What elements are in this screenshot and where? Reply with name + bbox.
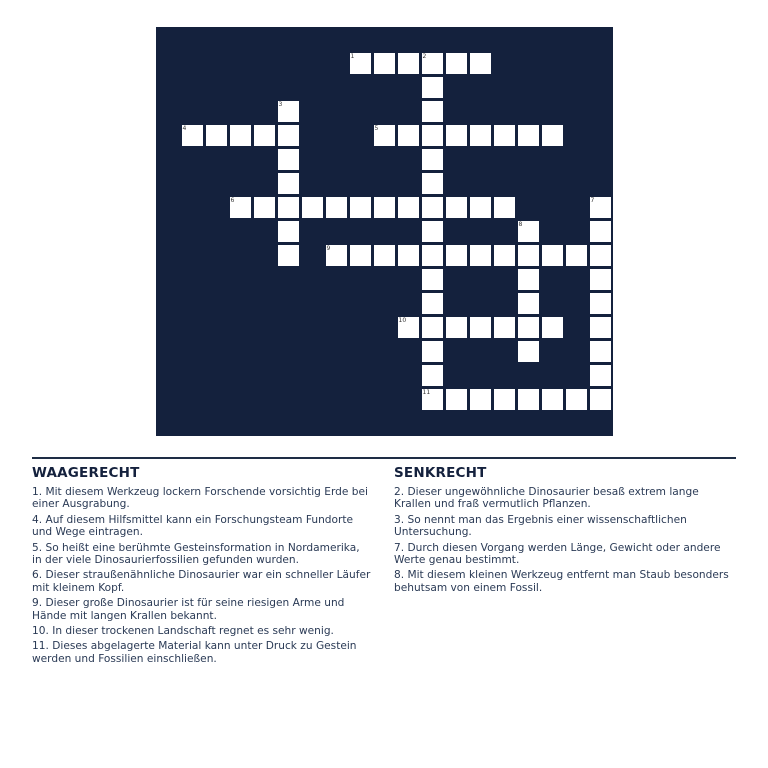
across-clue-1: 1. Mit diesem Werkzeug lockern Forschende vorsichtig Erde bei einer Ausgrabung.: [32, 486, 368, 511]
grid-cell[interactable]: [469, 52, 492, 75]
grid-cell[interactable]: [421, 388, 444, 411]
grid-cell[interactable]: [349, 244, 372, 267]
grid-cell[interactable]: [589, 196, 612, 219]
across-clue-10: 10. In dieser trockenen Landschaft regnet es sehr wenig.: [32, 625, 334, 638]
grid-cell[interactable]: [253, 196, 276, 219]
grid-cell[interactable]: [373, 196, 396, 219]
grid-cell[interactable]: [445, 388, 468, 411]
grid-cell[interactable]: [541, 316, 564, 339]
grid-cell[interactable]: [277, 100, 300, 123]
across-clue-11: 11. Dieses abgelagerte Material kann unter Druck zu Gestein werden und Fossilien einschließen.: [32, 640, 357, 665]
grid-cell[interactable]: [421, 316, 444, 339]
grid-cell[interactable]: [589, 292, 612, 315]
clue-number: 3: [278, 100, 283, 108]
grid-cell[interactable]: [229, 124, 252, 147]
grid-cell[interactable]: [589, 388, 612, 411]
clue-number: 1: [350, 52, 355, 60]
grid-cell[interactable]: [421, 244, 444, 267]
clue-number: 9: [326, 244, 331, 252]
grid-cell[interactable]: [397, 196, 420, 219]
grid-cell[interactable]: [589, 244, 612, 267]
grid-cell[interactable]: [469, 196, 492, 219]
grid-cell[interactable]: [517, 220, 540, 243]
grid-cell[interactable]: [421, 172, 444, 195]
grid-cell[interactable]: [373, 244, 396, 267]
grid-cell[interactable]: [517, 292, 540, 315]
grid-cell[interactable]: [589, 364, 612, 387]
grid-cell[interactable]: [445, 244, 468, 267]
grid-cell[interactable]: [541, 124, 564, 147]
grid-cell[interactable]: [421, 268, 444, 291]
grid-cell[interactable]: [445, 316, 468, 339]
grid-cell[interactable]: [277, 172, 300, 195]
down-clue-3: 3. So nennt man das Ergebnis einer wissenschaftlichen Untersuchung.: [394, 513, 687, 539]
grid-cell[interactable]: [493, 388, 516, 411]
grid-cell[interactable]: [565, 388, 588, 411]
down-clue-list: [394, 486, 739, 597]
grid-cell[interactable]: [517, 340, 540, 363]
grid-cell[interactable]: [445, 124, 468, 147]
clue-number: 6: [230, 196, 235, 204]
grid-cell[interactable]: [445, 196, 468, 219]
grid-cell[interactable]: [277, 196, 300, 219]
clue-number: 5: [374, 124, 379, 132]
grid-cell[interactable]: [493, 316, 516, 339]
grid-cell[interactable]: [421, 100, 444, 123]
grid-cell[interactable]: [181, 124, 204, 147]
clue-number: 4: [182, 124, 187, 132]
grid-cell[interactable]: [421, 292, 444, 315]
grid-cell[interactable]: [325, 244, 348, 267]
across-clue-9: 9. Dieser große Dinosaurier ist für seine riesigen Arme und Hände mit langen Krallen bekannt.: [32, 597, 345, 622]
grid-cell[interactable]: [493, 196, 516, 219]
grid-cell[interactable]: [589, 340, 612, 363]
grid-cell[interactable]: [517, 388, 540, 411]
grid-cell[interactable]: [517, 244, 540, 267]
grid-cell[interactable]: [469, 244, 492, 267]
grid-cell[interactable]: [469, 388, 492, 411]
across-heading: WAAGERECHT: [32, 465, 140, 481]
grid-cell[interactable]: [517, 316, 540, 339]
grid-cell[interactable]: [541, 388, 564, 411]
grid-cell[interactable]: [445, 52, 468, 75]
crossword-grid: [156, 27, 613, 436]
grid-cell[interactable]: [421, 76, 444, 99]
grid-cell[interactable]: [373, 124, 396, 147]
grid-cell[interactable]: [205, 124, 228, 147]
grid-cell[interactable]: [277, 220, 300, 243]
grid-cell[interactable]: [349, 196, 372, 219]
grid-cell[interactable]: [397, 244, 420, 267]
grid-cell[interactable]: [421, 196, 444, 219]
down-clue-8: 8. Mit diesem kleinen Werkzeug entfernt man Staub besonders behutsam von einem Fossil.: [394, 569, 729, 594]
clue-number: 2: [422, 52, 427, 60]
grid-cell[interactable]: [421, 220, 444, 243]
grid-cell[interactable]: [469, 124, 492, 147]
grid-cell[interactable]: [589, 268, 612, 291]
across-clue-4: 4. Auf diesem Hilfsmittel kann ein Forschungsteam Fundorte und Wege eintragen.: [32, 513, 354, 539]
clue-number: 10: [398, 316, 407, 324]
grid-cell[interactable]: [421, 340, 444, 363]
grid-cell[interactable]: [421, 52, 444, 75]
grid-cell[interactable]: [541, 244, 564, 267]
clue-number: 8: [518, 220, 523, 228]
clue-number: 11: [422, 388, 431, 396]
grid-cell[interactable]: [229, 196, 252, 219]
across-clue-6: 6. Dieser straußenähnliche Dinosaurier war ein schneller Läufer mit kleinem Kopf.: [32, 569, 371, 594]
grid-cell[interactable]: [517, 268, 540, 291]
clue-number: 7: [590, 196, 595, 204]
grid-cell[interactable]: [493, 124, 516, 147]
grid-cell[interactable]: [301, 196, 324, 219]
grid-cell[interactable]: [277, 244, 300, 267]
down-clue-7: 7. Durch diesen Vorgang werden Länge, Gewicht oder andere Werte genau bestimmt.: [394, 541, 721, 567]
grid-cell[interactable]: [421, 148, 444, 171]
grid-cell[interactable]: [277, 124, 300, 147]
across-clue-list: [32, 486, 372, 668]
grid-cell[interactable]: [517, 124, 540, 147]
grid-cell[interactable]: [397, 124, 420, 147]
grid-cell[interactable]: [253, 124, 276, 147]
down-heading: SENKRECHT: [394, 465, 487, 481]
down-clue-2: 2. Dieser ungewöhnliche Dinosaurier besaß extrem lange Krallen und fraß vermutlich Pflanzen.: [394, 486, 699, 511]
grid-cell[interactable]: [349, 52, 372, 75]
grid-cell[interactable]: [373, 52, 396, 75]
grid-cell[interactable]: [421, 124, 444, 147]
grid-cell[interactable]: [589, 220, 612, 243]
grid-cell[interactable]: [277, 148, 300, 171]
grid-cell[interactable]: [325, 196, 348, 219]
grid-cell[interactable]: [493, 244, 516, 267]
grid-cell[interactable]: [469, 316, 492, 339]
grid-cell[interactable]: [397, 52, 420, 75]
across-clue-5: 5. So heißt eine berühmte Gesteinsformation in Nordamerika, in der viele Dinosaurierfossilien gefunden wurden.: [32, 541, 360, 567]
divider-line: [32, 457, 736, 459]
grid-cell[interactable]: [589, 316, 612, 339]
grid-cell[interactable]: [397, 316, 420, 339]
grid-cell[interactable]: [565, 244, 588, 267]
grid-cell[interactable]: [421, 364, 444, 387]
